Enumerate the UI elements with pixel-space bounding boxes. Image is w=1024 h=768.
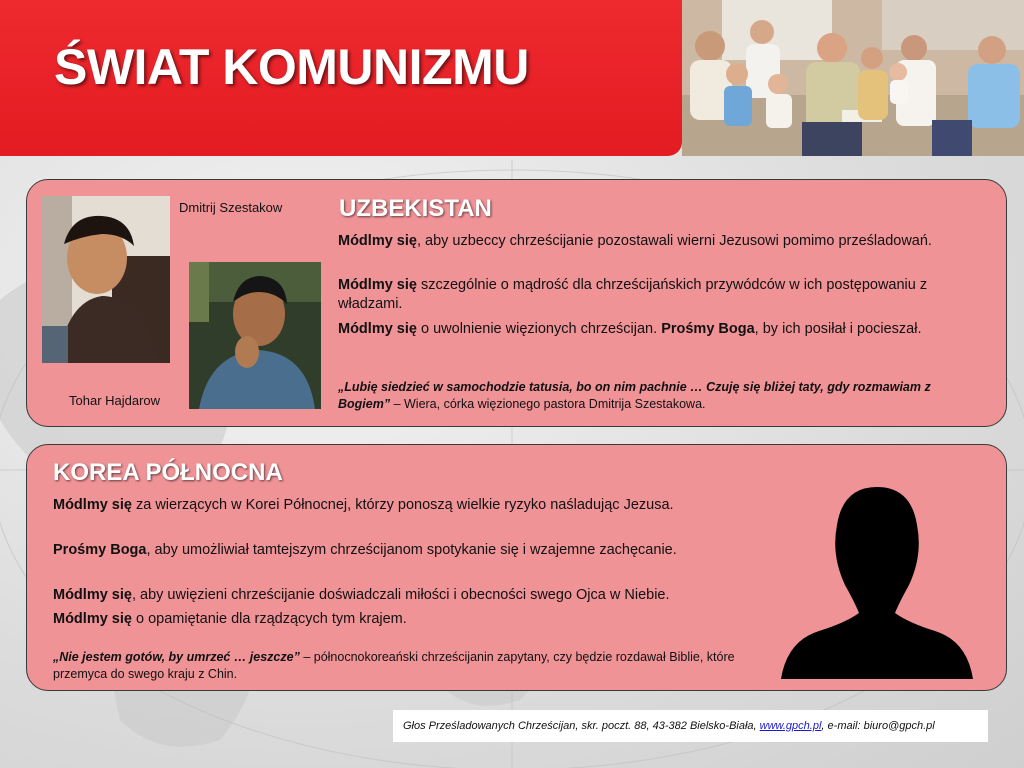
prayer-text: , by ich posiłał i pocieszał. — [754, 321, 922, 337]
prayer-text: , aby uzbeccy chrześcijanie pozostawali wierni Jezusowi pomimo prześladowań. — [416, 233, 932, 249]
dmitrij-photo — [42, 196, 170, 363]
uzbekistan-prayer-1 — [338, 232, 948, 251]
prayer-bold: Módlmy się — [53, 497, 132, 513]
prayer-bold: Prośmy Boga — [53, 542, 147, 558]
prayer-bold: Módlmy się — [53, 611, 132, 627]
uzbekistan-heading: UZBEKISTAN — [339, 195, 492, 222]
quote-attribution: – Wiera, córka więzionego pastora Dmitrija Szestakowa. — [390, 397, 706, 411]
prayer-text: , aby uwięzieni chrześcijanie doświadczali miłości i obecności swego Ojca w Niebie. — [131, 587, 670, 603]
prayer-bold: Módlmy się — [338, 233, 417, 249]
family-photo — [682, 0, 1024, 156]
prayer-text: o uwolnienie więzionych chrześcijan. — [416, 321, 662, 337]
tohar-name: Tohar Hajdarow — [69, 393, 161, 408]
korea-prayer-3 — [53, 586, 793, 605]
uzbekistan-quote — [338, 379, 948, 413]
prayer-bold: Módlmy się — [53, 587, 132, 603]
prayer-text: o opamiętanie dla rządzących tym krajem. — [131, 611, 407, 627]
footer-website-link[interactable]: www.gpch.pl — [759, 720, 822, 732]
quote-bold: „Lubię siedzieć w samochodzie tatusia, bo on nim pachnie … Czuję się bliżej taty, gdy rozmawiam z Bogiem” — [338, 380, 931, 411]
prayer-bold: Módlmy się — [338, 321, 417, 337]
uzbekistan-panel — [26, 179, 1007, 427]
uzbekistan-prayer-2 — [338, 276, 948, 314]
quote-attribution: – północnokoreański chrześcijanin zapytany, czy będzie rozdawał Biblie, które przemyca do swego kraju z Chin. — [53, 650, 735, 681]
quote-bold: „Nie jestem gotów, by umrzeć … jeszcze” — [53, 650, 300, 664]
anonymous-person-icon — [777, 485, 977, 679]
korea-heading: KOREA PÓŁNOCNA — [53, 459, 283, 486]
korea-prayer-4 — [53, 610, 793, 629]
prayer-bold: Prośmy Boga — [661, 321, 755, 337]
prayer-text: szczególnie o mądrość dla chrześcijańskich przywódców w ich postępowaniu z władzami. — [338, 277, 928, 312]
footer-email: , e-mail: biuro@gpch.pl — [821, 720, 935, 732]
uzbekistan-prayer-3 — [338, 320, 948, 339]
korea-panel — [26, 444, 1007, 691]
korea-quote — [53, 649, 783, 683]
prayer-text: , aby umożliwiał tamtejszym chrześcijanom spotykanie się i wzajemne zachęcanie. — [146, 542, 677, 558]
page-title: ŚWIAT KOMUNIZMU — [54, 39, 529, 95]
footer-address: Głos Prześladowanych Chrześcijan, skr. poczt. 88, 43-382 Bielsko-Biała, — [403, 720, 757, 732]
korea-prayer-1 — [53, 496, 733, 515]
dmitrij-name: Dmitrij Szestakow — [179, 200, 283, 215]
korea-prayer-2 — [53, 541, 733, 560]
prayer-bold: Módlmy się — [338, 277, 417, 293]
prayer-text: za wierzących w Korei Północnej, którzy ponoszą wielkie ryzyko naśladując Jezusa. — [131, 497, 674, 513]
footer-contact — [393, 710, 988, 742]
tohar-photo — [189, 262, 321, 409]
header-banner — [0, 0, 682, 156]
